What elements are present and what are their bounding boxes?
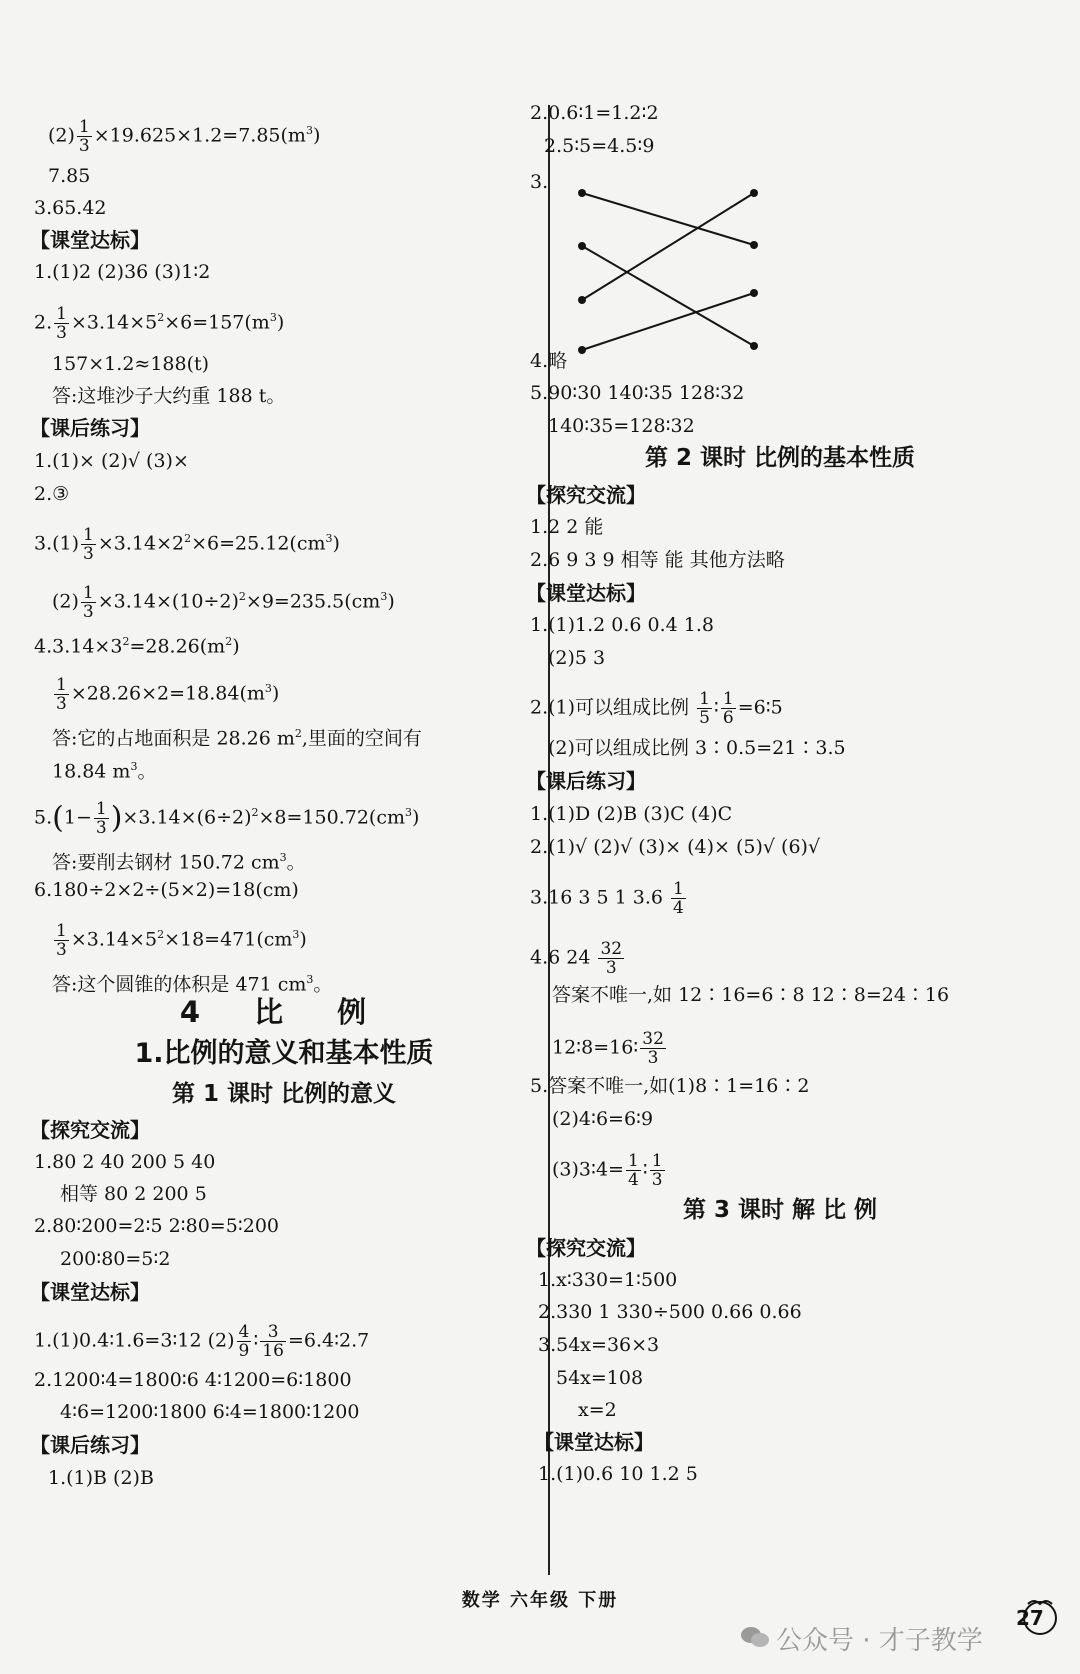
answer-line: (2)可以组成比例 3∶0.5=21∶3.5 [548, 737, 846, 759]
fraction: $\frac{1}{3}$ [83, 525, 94, 564]
answer-line: $\frac{1}{3}$ $\times 3.14\times 5^2\times 18=471(cm^3)$ [56, 921, 307, 960]
answer-line: $\frac{1}{3}$ $\times 28.26\times 2=18.84(m^3)$ [56, 675, 280, 714]
fraction: $\frac{1}{3}$ [56, 675, 67, 714]
answer-line: 1.(1)D (2)B (3)C (4)C [530, 803, 733, 825]
section-heading: 【课后练习】 [526, 769, 646, 793]
answer-line: x=2 [578, 1399, 617, 1421]
lesson-title: 第 3 课时 解 比 例 [682, 1197, 878, 1223]
section-heading: 【课堂达标】 [30, 228, 150, 252]
fraction: $\frac{1}{6}$ [722, 689, 734, 728]
answer-line: 相等 80 2 200 5 [60, 1183, 207, 1205]
fraction: $\frac{1}{3}$ [78, 117, 90, 156]
answer-line: 5.(1− $\frac{1}{3}$ )$\times 3.14\times(6\div 2)^2\times 8=150.72(cm^3)$ [34, 799, 420, 838]
answer-line: 3.16 3 5 1 3.6 $\frac{1}{4}$ [530, 879, 684, 918]
match-dot [750, 342, 758, 350]
answer-line: 6.180÷2×2÷(5×2)=18(cm) [34, 879, 299, 901]
fraction: $\frac{1}{3}$ [56, 304, 67, 343]
chapter-title: 4 比 例 [179, 995, 389, 1029]
answer-line: 2.(1)√ (2)√ (3)× (4)× (5)√ (6)√ [530, 836, 821, 858]
answer-line: 1.2 2 能 [530, 516, 604, 538]
answer-line: 1.(1)2 (2)36 (3)1∶2 [34, 261, 211, 283]
answer-line: 3.54x=36×3 [538, 1334, 660, 1356]
answer-line: 答:要削去钢材 150.72 $cm^3$。 [52, 851, 306, 874]
answer-line: 4∶6=1200∶1800 6∶4=1800∶1200 [60, 1401, 360, 1423]
answer-line: 2.6 9 3 9 相等 能 其他方法略 [530, 549, 785, 571]
answer-line: 3.(1) $\frac{1}{3}$ $\times 3.14\times 2^2\times 6=25.12(cm^3)$ [34, 525, 340, 564]
match-dot [750, 241, 758, 249]
answer-line: 2.(1)可以组成比例 $\frac{1}{5}$ ∶ $\frac{1}{6}$ =6∶5 [530, 689, 783, 728]
answer-line: 2.330 1 330÷500 0.66 0.66 [538, 1301, 802, 1323]
answer-line: (2) $\frac{1}{3}$ $\times 3.14\times(10\div 2)^2\times 9=235.5(cm^3)$ [52, 583, 395, 622]
match-dot [578, 346, 586, 354]
answer-line: 1.(1)1.2 0.6 0.4 1.8 [530, 614, 715, 636]
answer-line: $4.3.14\times 3^2=28.26(m^2)$ [34, 635, 240, 658]
answer-line: 2.5∶5=4.5∶9 [544, 135, 655, 157]
section-heading: 【探究交流】 [526, 1236, 646, 1260]
answer-line: 4.略 [530, 350, 568, 372]
fraction: $\frac{1}{4}$ [673, 879, 684, 918]
section-heading: 【探究交流】 [526, 483, 646, 507]
section-heading: 【课堂达标】 [534, 1430, 654, 1454]
match-line [582, 293, 754, 350]
answer-line: 54x=108 [556, 1367, 644, 1389]
answer-line: 2.0.6∶1=1.2∶2 [530, 102, 659, 124]
answer-line: 2. $\frac{1}{3}$ $\times 3.14\times 5^2\times 6=157(m^3)$ [34, 304, 285, 343]
fraction: $\frac{32}{3}$ [642, 1029, 664, 1068]
answer-line: 2.80∶200=2∶5 2∶80=5∶200 [34, 1215, 280, 1237]
fraction: $\frac{4}{9}$ [238, 1322, 250, 1361]
lesson-title: 第 1 课时 比例的意义 [171, 1081, 397, 1107]
answer-line: 4.6 24 $\frac{32}{3}$ [530, 939, 623, 978]
watermark: 公众号 · 才子教学 [776, 1626, 983, 1656]
fraction: $\frac{1}{3}$ [95, 799, 107, 838]
answer-line: 5.90∶30 140∶35 128∶32 [530, 382, 745, 404]
fraction: $\frac{1}{3}$ [56, 921, 67, 960]
answer-line: 答:它的占地面积是 28.26 $m^2$,里面的空间有 [52, 727, 422, 750]
answer-line: 答案不唯一,如 12∶16=6∶8 12∶8=24∶16 [552, 984, 950, 1006]
answer-line: 答:这个圆锥的体积是 471 $cm^3$。 [52, 973, 333, 996]
answer-line: 7.85 [48, 165, 91, 187]
fraction: $\frac{3}{16}$ [262, 1322, 284, 1361]
match-line [582, 193, 754, 245]
lesson-title: 第 2 课时 比例的基本性质 [644, 445, 916, 471]
section-heading: 【课后练习】 [30, 416, 150, 440]
section-heading: 【课后练习】 [30, 1433, 150, 1457]
answer-line: 1.(1)× (2)√ (3)× [34, 450, 189, 472]
answer-line: 140∶35=128∶32 [548, 415, 695, 437]
answer-line: 157×1.2≈188(t) [52, 353, 210, 375]
answer-line: 1.(1)0.4∶1.6=3∶12 (2) $\frac{4}{9}$ ∶ $\frac{3}{16}$ =6.4∶2.7 [34, 1322, 370, 1361]
answer-line: (2)5 3 [548, 647, 606, 669]
match-dot [750, 189, 758, 197]
answer-line: (2)4∶6=6∶9 [552, 1108, 654, 1130]
fraction: $\frac{1}{3}$ [82, 583, 94, 622]
match-line [582, 193, 754, 300]
answer-line: 1.(1)B (2)B [48, 1467, 154, 1489]
answer-line: 5.答案不唯一,如(1)8∶1=16∶2 [530, 1075, 810, 1097]
match-dot [750, 289, 758, 297]
fraction: $\frac{1}{4}$ [627, 1151, 639, 1190]
answer-line: 3.65.42 [34, 197, 107, 219]
match-dot [578, 242, 586, 250]
answer-line: (3)3∶4= $\frac{1}{4}$ ∶ $\frac{1}{3}$ [552, 1151, 663, 1190]
answer-line: 12∶8=16∶ $\frac{32}{3}$ [552, 1029, 664, 1068]
wechat-icon [740, 1624, 770, 1650]
section-heading: 【探究交流】 [30, 1118, 150, 1142]
fraction: $\frac{1}{5}$ [699, 689, 710, 728]
answer-line: 200∶80=5∶2 [60, 1248, 171, 1270]
match-dot [578, 189, 586, 197]
answer-line: (2) $\frac{1}{3}$ $\times 19.625\times 1.2=7.85(m^3)$ [48, 117, 321, 156]
section-heading: 【课堂达标】 [526, 581, 646, 605]
answer-line: 3. [530, 171, 549, 193]
answer-line: 2.1200∶4=1800∶6 4∶1200=6∶1800 [34, 1369, 352, 1391]
page-number: 27 [1016, 1606, 1044, 1630]
page-footer: 数学 六年级 下册 [461, 1590, 619, 1611]
answer-line: 答:这堆沙子大约重 188 t。 [52, 385, 286, 407]
answer-line: 2.③ [34, 483, 70, 505]
answer-line: 1.(1)0.6 10 1.2 5 [538, 1463, 698, 1485]
match-line [582, 246, 754, 346]
matching-diagram [576, 185, 766, 355]
section-heading: 【课堂达标】 [30, 1280, 150, 1304]
answer-line: 1.x∶330=1∶500 [538, 1269, 678, 1291]
answer-line: 1.80 2 40 200 5 40 [34, 1151, 216, 1173]
section-title: 1.比例的意义和基本性质 [134, 1038, 434, 1069]
fraction: $\frac{32}{3}$ [600, 939, 623, 978]
answer-line: 18.84 $m^3$。 [52, 760, 157, 783]
fraction: $\frac{1}{3}$ [651, 1151, 663, 1190]
match-dot [578, 296, 586, 304]
